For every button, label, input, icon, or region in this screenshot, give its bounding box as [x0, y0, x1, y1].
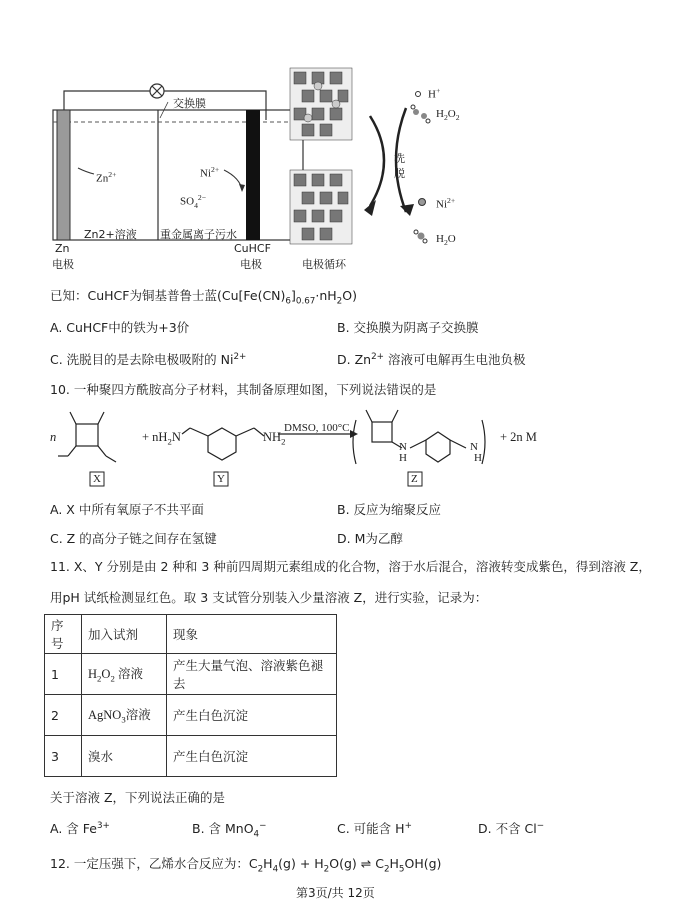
q10-amine: + $nH_2N$ [142, 430, 181, 447]
legend-ni: $Ni^{2+}$ [436, 196, 456, 211]
q10-option-a[interactable]: A. X 中所有氧原子不共平面 [50, 502, 204, 517]
table-row [45, 736, 337, 777]
membrane-label: 交换膜 [173, 97, 206, 110]
table-row [45, 695, 337, 736]
q9-option-b[interactable]: B. 交换膜为阴离子交换膜 [337, 320, 479, 335]
q11-question: 关于溶液 Z，下列说法正确的是 [50, 790, 226, 805]
q10-h-1: H [399, 452, 407, 464]
molecule-z [353, 410, 485, 464]
legend-h2o: $H_2O$ [436, 233, 456, 248]
zn-electrode [57, 110, 70, 240]
q10-option-d[interactable]: D. M为乙醇 [337, 531, 403, 546]
q11-option-d[interactable]: D. 不含 Cl− [478, 820, 545, 836]
legend-h2o2: $H_2O_2$ [436, 108, 460, 123]
q11-option-c[interactable]: C. 可能含 H+ [337, 820, 412, 836]
q11-stem-2: 用pH 试纸检测显红色。取 3 支试管分别装入少量溶液 Z，进行实验，记录为： [50, 590, 488, 605]
q10-condition: DMSO, 100°C [284, 422, 350, 434]
left-solution-label: Zn2+溶液 [84, 228, 137, 241]
table-cell: 2 [45, 695, 82, 736]
h2o-icon [414, 230, 427, 243]
q10-option-c[interactable]: C. Z 的高分子链之间存在氢键 [50, 531, 217, 546]
q11-option-a[interactable]: A. 含 $Fe^{3+}$ [50, 820, 110, 836]
q9-known: 已知：CuHCF为铜基普鲁士蓝$(Cu[Fe(CN)_6]_{0.67}\cdot nH_2O)$ [50, 288, 357, 307]
cuhcf-electrode-label-2: 电极 [240, 258, 262, 271]
table-header-cell: 序号 [45, 615, 82, 654]
q10-h-2: H [474, 452, 482, 464]
q10-label-z: Z [411, 473, 418, 485]
crystal-structure-bottom [290, 170, 352, 244]
q9-option-c[interactable]: C. 洗脱目的是去除电极吸附的 $Ni^{2+}$ [50, 351, 247, 367]
q10-stem: 10. 一种聚四方酰胺高分子材料，其制备原理如图，下列说法错误的是 [50, 382, 437, 397]
q10-nh-1: N [399, 441, 407, 453]
table-cell: 1 [45, 654, 82, 695]
q10-nh-2: N [470, 441, 478, 453]
molecule-y [182, 428, 264, 460]
q11-option-b[interactable]: B. 含 MnO$_4$− [192, 820, 267, 840]
q9-option-d[interactable]: D. $Zn^{2+}$ 溶液可电解再生电池负极 [337, 351, 526, 367]
q11-stem-1: 11. X、Y 分别是由 2 种和 3 种前四周期元素组成的化合物，溶于水后混合，溶液转变成紫色，得到溶液 Z， [50, 559, 651, 574]
ni-ion-icon [419, 199, 426, 206]
q10-label-x: X [93, 473, 101, 485]
zn-electrode-label-2: 电极 [52, 258, 74, 271]
zn-ion-label: $Zn^{2+}$ [96, 170, 117, 185]
table-row [45, 654, 337, 695]
table-cell: 产生大量气泡、溶液紫色褪去 [167, 654, 337, 695]
q10-nh2: $NH_2$ [263, 430, 286, 447]
q10-label-y: Y [217, 473, 225, 485]
q10-tail: + 2n M [500, 430, 537, 444]
table-cell: 产生白色沉淀 [167, 695, 337, 736]
table-cell: 溴水 [82, 736, 167, 777]
cuhcf-electrode-label: CuHCF [234, 242, 271, 255]
table-cell: $H_2O_2$ 溶液 [82, 654, 167, 695]
h-ion-icon [416, 92, 421, 97]
cuhcf-electrode [246, 110, 260, 240]
q12-stem: 12. 一定压强下，乙烯水合反应为：$C_2H_4(g) + H_2O(g)$ ⇌ $C_2H_5OH(g)$ [50, 856, 442, 875]
sulfate-label: $SO_4^{2-}$ [180, 193, 207, 210]
zn-electrode-label: Zn [55, 242, 70, 255]
legend-h: H+ [428, 86, 441, 101]
table-cell: 产生白色沉淀 [167, 736, 337, 777]
table-cell: 3 [45, 736, 82, 777]
q9-option-a[interactable]: A. CuHCF中的铁为+3价 [50, 320, 190, 335]
ni-ion-label: $Ni^{2+}$ [200, 165, 220, 180]
crystal-structure-top [290, 68, 352, 140]
q10-n: n [50, 430, 57, 444]
h2o2-icon [411, 105, 430, 123]
table-cell: AgNO$_3$溶液 [82, 695, 167, 736]
wash-label-1: 洗 [394, 152, 405, 165]
experiment-table [44, 614, 337, 777]
right-solution-label: 重金属离子污水 [160, 228, 237, 241]
molecule-x [58, 412, 116, 462]
q10-option-b[interactable]: B. 反应为缩聚反应 [337, 502, 442, 517]
table-header-row [45, 615, 337, 654]
wash-label-2: 脱 [394, 167, 405, 180]
cycle-label: 电极循环 [302, 258, 346, 271]
table-header-cell: 现象 [167, 615, 337, 654]
table-header-cell: 加入试剂 [82, 615, 167, 654]
page-footer: 第3页/共 12页 [296, 886, 375, 900]
